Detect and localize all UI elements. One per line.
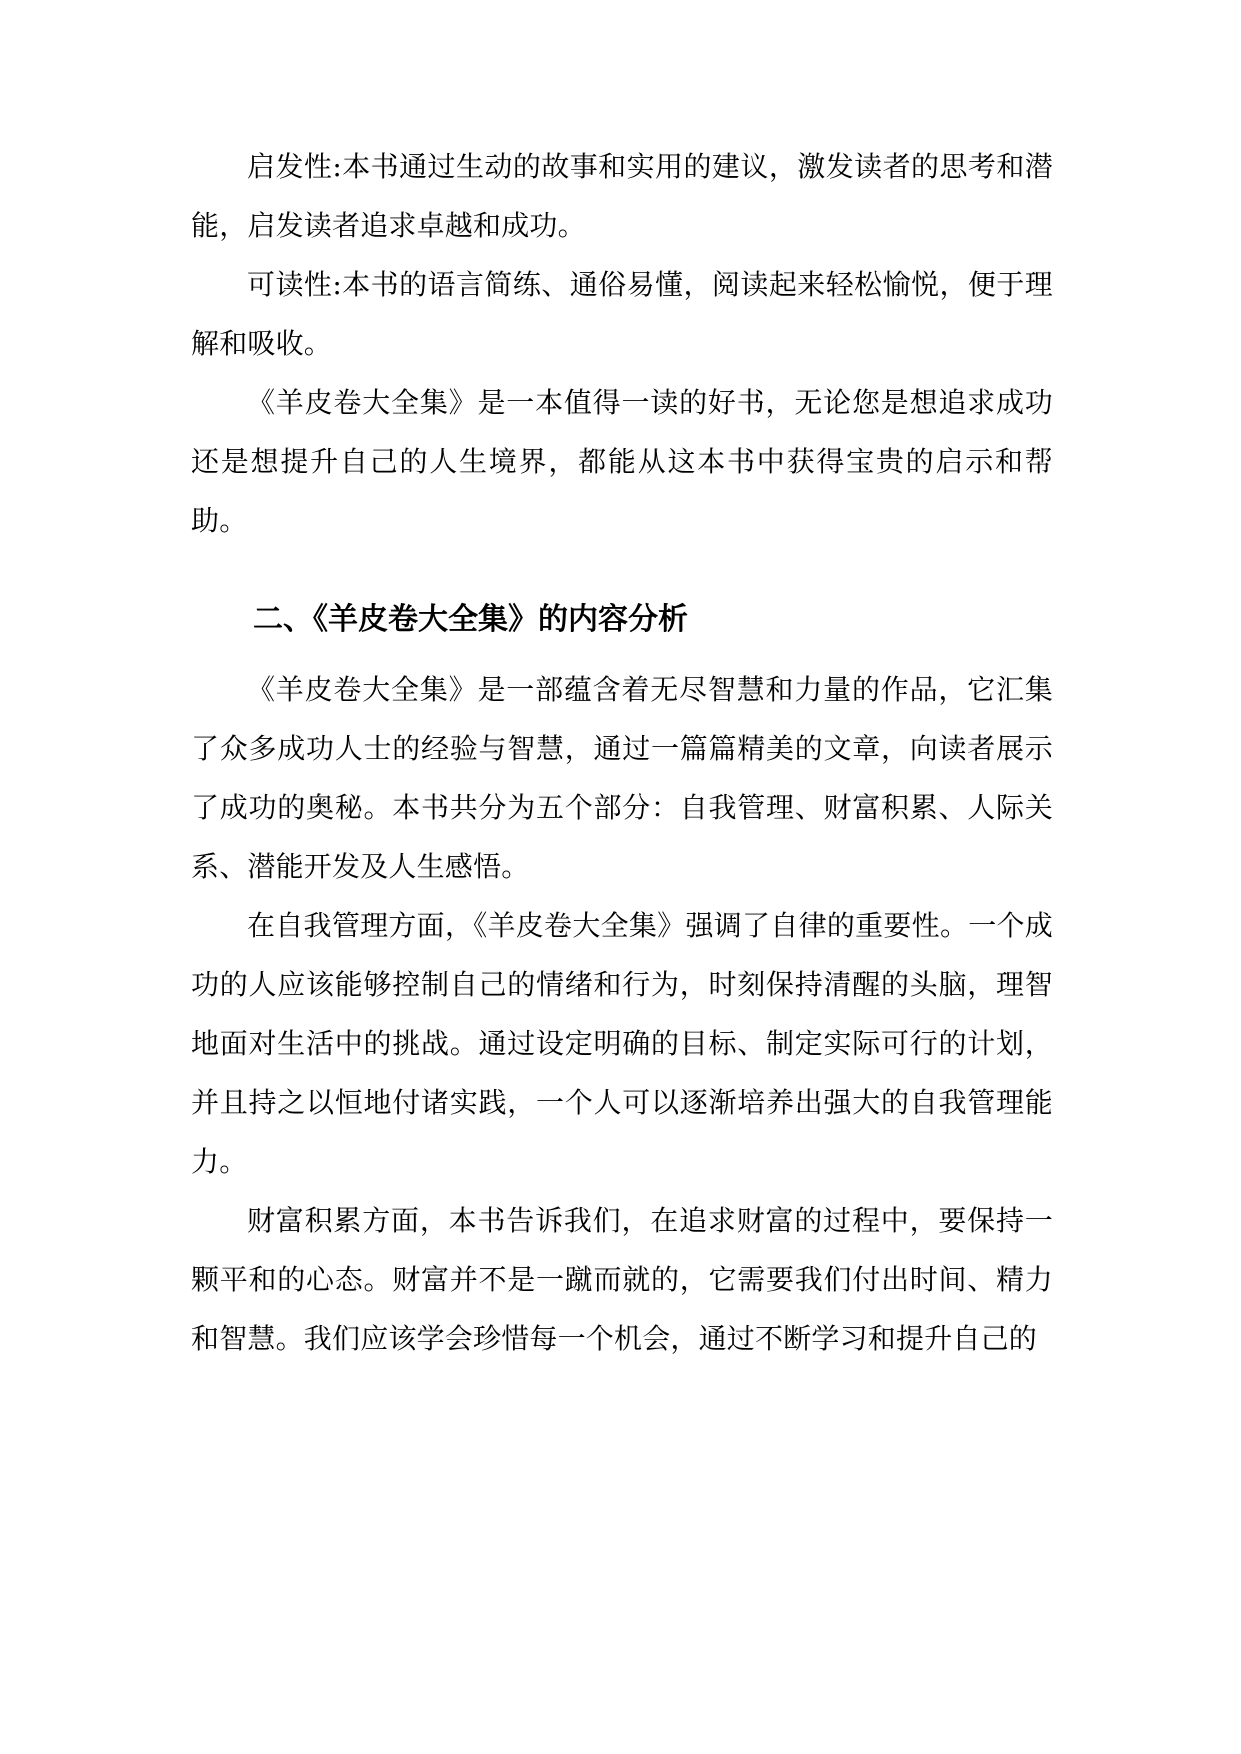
paragraph-overview: 《羊皮卷大全集》是一部蕴含着无尽智慧和力量的作品，它汇集了众多成功人士的经验与智慧，通过一篇篇精美的文章，向读者展示了成功的奥秘。本书共分为五个部分：自我管理、财富积累、人际关系、潜能开发及人生感悟。 — [191, 673, 1053, 883]
paragraph-self-management: 在自我管理方面，《羊皮卷大全集》强调了自律的重要性。一个成功的人应该能够控制自己的情绪和行为，时刻保持清醒的头脑，理智地面对生活中的挑战。通过设定明确的目标、制定实际可行的计划，并且持之以恒地付诸实践，一个人可以逐渐培养出强大的自我管理能力。 — [191, 909, 1053, 1178]
document-body — [191, 137, 1053, 1368]
paragraph-readability: 可读性:本书的语言简练、通俗易懂，阅读起来轻松愉悦，便于理解和吸收。 — [191, 268, 1053, 360]
section-heading: 二、《羊皮卷大全集》的内容分析 — [253, 602, 688, 637]
paragraph-inspiration: 启发性:本书通过生动的故事和实用的建议，激发读者的思考和潜能，启发读者追求卓越和成功。 — [191, 150, 1053, 242]
paragraph-wealth: 财富积累方面，本书告诉我们，在追求财富的过程中，要保持一颗平和的心态。财富并不是一蹴而就的，它需要我们付出时间、精力和智慧。我们应该学会珍惜每一个机会，通过不断学习和提升自己的 — [191, 1204, 1053, 1355]
paragraph-recommendation: 《羊皮卷大全集》是一本值得一读的好书，无论您是想追求成功还是想提升自己的人生境界，都能从这本书中获得宝贵的启示和帮助。 — [191, 386, 1053, 537]
